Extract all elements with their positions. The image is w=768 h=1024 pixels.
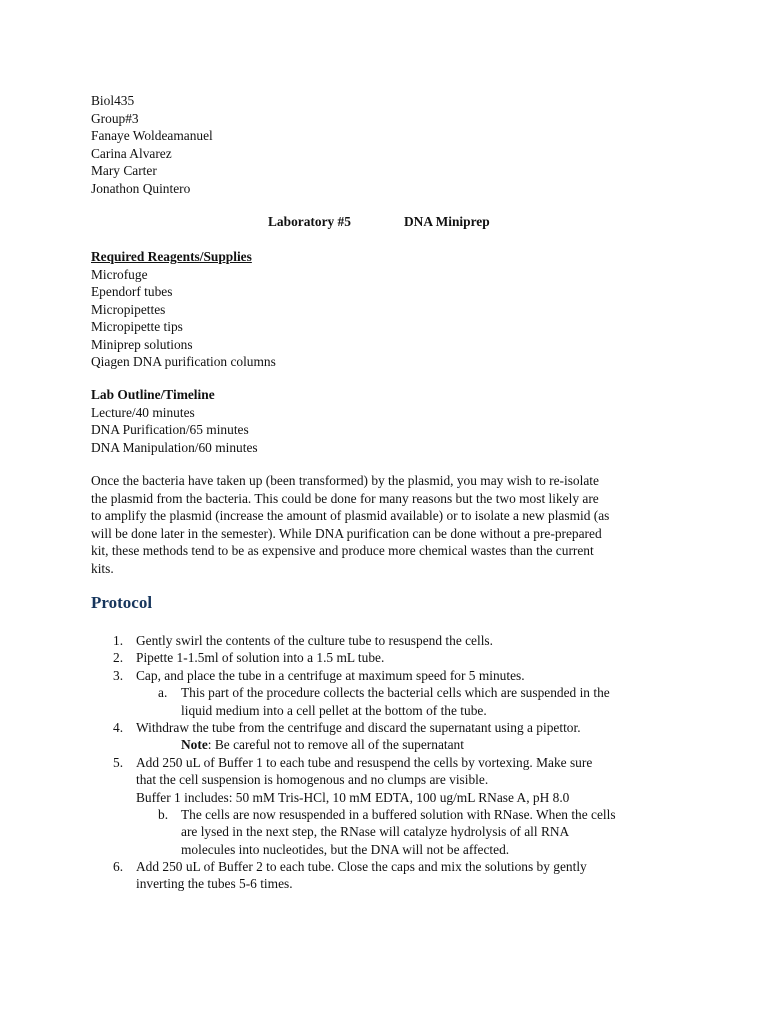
protocol-note xyxy=(0,736,768,753)
group-number: Group#3 xyxy=(91,110,139,126)
step-text: Withdraw the tube from the centrifuge and discard the supernatant using a pipettor. xyxy=(136,719,581,735)
lab-number: Laboratory #5 xyxy=(268,214,351,229)
paragraph-line: to amplify the plasmid (increase the amount of plasmid available) or to isolate a new plasmid (as xyxy=(91,508,610,523)
step-number: 2. xyxy=(113,650,124,666)
step-text: Pipette 1-1.5ml of solution into a 1.5 mL tube. xyxy=(136,650,385,666)
outline-heading: Lab Outline/Timeline xyxy=(91,387,215,402)
step-number: 5. xyxy=(113,754,124,770)
reagents-section xyxy=(91,248,276,371)
substep-letter: a. xyxy=(158,685,168,701)
paragraph-line: kits. xyxy=(91,560,114,576)
protocol-step xyxy=(0,858,768,875)
outline-item: DNA Purification/65 minutes xyxy=(91,422,249,437)
member-name: Mary Carter xyxy=(91,163,157,178)
header-block xyxy=(91,92,213,197)
substep-text: This part of the procedure collects the bacterial cells which are suspended in the xyxy=(181,685,610,701)
protocol-substep-continued xyxy=(0,841,768,858)
substep-text: are lysed in the next step, the RNase will catalyze hydrolysis of all RNA xyxy=(181,824,570,840)
member-name: Jonathon Quintero xyxy=(91,180,191,196)
buffer-composition: Buffer 1 includes: 50 mM Tris-HCl, 10 mM EDTA, 100 ug/mL RNase A, pH 8.0 xyxy=(136,789,570,805)
course-code: Biol435 xyxy=(91,93,135,108)
substep-letter: b. xyxy=(158,806,169,822)
reagent-item: Qiagen DNA purification columns xyxy=(91,354,276,369)
paragraph-line: will be done later in the semester). While DNA purification can be done without a pre-prepared xyxy=(91,525,602,541)
substep-text: The cells are now resuspended in a buffered solution with RNase. When the cells xyxy=(181,806,616,822)
protocol-step xyxy=(0,719,768,736)
note-body: : Be careful not to remove all of the supernatant xyxy=(207,737,464,753)
step-number: 6. xyxy=(113,859,124,875)
paragraph-line: Once the bacteria have taken up (been transformed) by the plasmid, you may wish to re-isolate xyxy=(91,473,599,488)
reagents-heading: Required Reagents/Supplies xyxy=(91,249,252,264)
step-number: 1. xyxy=(113,633,124,648)
paragraph-line: kit, these methods tend to be as expensive and produce more chemical wastes than the current xyxy=(91,543,594,558)
lab-name: DNA Miniprep xyxy=(404,214,490,229)
step-number: 3. xyxy=(113,667,124,683)
reagent-item: Miniprep solutions xyxy=(91,336,193,352)
protocol-list xyxy=(0,632,768,893)
substep-text: molecules into nucleotides, but the DNA will not be affected. xyxy=(181,841,510,857)
reagent-item: Ependorf tubes xyxy=(91,284,173,299)
protocol-substep xyxy=(0,806,768,823)
protocol-step-continued xyxy=(0,789,768,806)
member-name: Fanaye Woldeamanuel xyxy=(91,128,213,143)
intro-paragraph xyxy=(91,472,691,577)
reagent-item: Microfuge xyxy=(91,266,148,282)
outline-section xyxy=(91,386,258,456)
paragraph-line: the plasmid from the bacteria. This could be done for many reasons but the two most likely are xyxy=(91,490,599,506)
note-label: Note xyxy=(181,737,208,753)
step-text: inverting the tubes 5-6 times. xyxy=(136,876,293,892)
protocol-step xyxy=(0,754,768,771)
step-text: Gently swirl the contents of the culture tube to resuspend the cells. xyxy=(136,633,493,648)
outline-item: DNA Manipulation/60 minutes xyxy=(91,439,258,455)
member-name: Carina Alvarez xyxy=(91,145,172,161)
protocol-substep-continued xyxy=(0,823,768,840)
protocol-step-continued xyxy=(0,875,768,892)
step-text: Add 250 uL of Buffer 2 to each tube. Close the caps and mix the solutions by gently xyxy=(136,859,587,875)
protocol-step xyxy=(0,667,768,684)
protocol-step xyxy=(0,649,768,666)
protocol-heading: Protocol xyxy=(91,593,153,612)
step-text: Add 250 uL of Buffer 1 to each tube and resuspend the cells by vortexing. Make sure xyxy=(136,754,593,770)
note-text xyxy=(181,736,464,753)
reagent-item: Micropipette tips xyxy=(91,319,183,334)
substep-text: liquid medium into a cell pellet at the bottom of the tube. xyxy=(181,702,487,718)
reagent-item: Micropipettes xyxy=(91,301,166,317)
protocol-substep-continued xyxy=(0,702,768,719)
protocol-step xyxy=(0,632,768,649)
outline-item: Lecture/40 minutes xyxy=(91,404,195,420)
protocol-step-continued xyxy=(0,771,768,788)
step-number: 4. xyxy=(113,719,124,735)
step-text: that the cell suspension is homogenous and no clumps are visible. xyxy=(136,772,489,788)
step-text: Cap, and place the tube in a centrifuge at maximum speed for 5 minutes. xyxy=(136,667,525,683)
protocol-substep xyxy=(0,684,768,701)
